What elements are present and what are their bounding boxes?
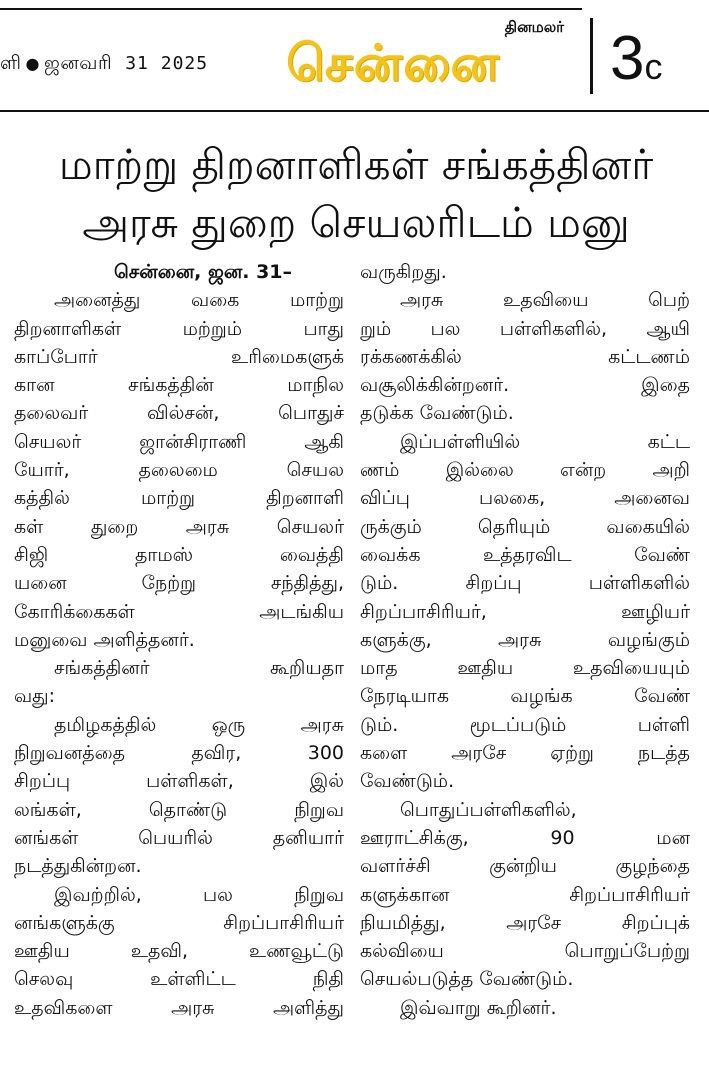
text-line: ரக்கணக்கில் கட்டணம் — [360, 345, 690, 368]
text-line: பொதுப்பள்ளிகளில், — [400, 798, 577, 821]
text-line: தடுக்க வேண்டும். — [360, 402, 514, 425]
text-line: அரசு உதவியை பெற் — [400, 289, 690, 312]
page-number-suffix: c — [644, 46, 663, 87]
text-line: வேண்டும். — [360, 770, 455, 793]
text-line: மாத ஊதிய உதவியையும் — [360, 657, 690, 680]
text-line: வளர்ச்சி குன்றிய குழந்தை — [360, 855, 690, 878]
text-line: றும் பல பள்ளிகளில், ஆயி — [360, 317, 690, 340]
text-line: டும். மூடப்படும் பள்ளி — [360, 713, 690, 736]
headline-line-2: அரசு துறை செயலரிடம் மனு — [82, 198, 630, 247]
masthead-bottom-rule — [0, 110, 709, 112]
text-line: அனைத்து வகை மாற்று — [54, 289, 344, 312]
text-line: னங்களுக்கு சிறப்பாசிரியர் — [14, 911, 344, 934]
article-column-left — [14, 258, 344, 1022]
text-line: செலவு உள்ளிட்ட நிதி — [14, 968, 344, 991]
text-line: இப்பள்ளியில் கட்ட — [400, 430, 690, 453]
article-column-right — [360, 258, 690, 1022]
text-line: களை அரசே ஏற்று நடத்த — [360, 742, 690, 765]
text-line: லங்கள், தொண்டு நிறுவ — [14, 798, 344, 821]
text-line: திறனாளிகள் மற்றும் பாது — [14, 317, 344, 340]
text-line: ருக்கும் தெரியும் வகையில் — [360, 515, 690, 538]
text-line: தலைவர் வில்சன், பொதுச் — [14, 402, 344, 425]
page-number-digit: 3 — [610, 24, 645, 93]
text-line: சிஜி தாமஸ் வைத்தி — [14, 543, 344, 566]
dateline-day: ளி — [0, 52, 22, 74]
text-line: சங்கத்தினர் கூறியதா — [54, 657, 344, 680]
brand-logo-small: தினமலர் — [504, 18, 564, 36]
text-line: னங்கள் பெயரில் தனியார் — [14, 826, 344, 849]
text-line: தமிழகத்தில் ஒரு அரசு — [54, 713, 344, 736]
dateline-date: 31 2025 — [125, 53, 209, 74]
text-line: நடத்துகின்றன. — [14, 855, 142, 878]
text-line: நேரடியாக வழங்க வேண் — [360, 685, 690, 708]
text-line: களுக்கு, அரசு வழங்கும் — [360, 628, 690, 651]
text-line: காப்போர் உரிமைகளுக் — [14, 345, 344, 368]
text-line: வருகிறது. — [360, 261, 447, 283]
text-line: நிறுவனத்தை தவிர, 300 — [14, 742, 344, 765]
text-line: சிறப்பாசிரியர், ஊழியர் — [360, 600, 690, 623]
text-line: யனை நேற்று சந்தித்து, — [14, 572, 344, 595]
text-line: நியமித்து, அரசே சிறப்புக் — [360, 911, 690, 934]
article-headline — [16, 136, 696, 252]
text-line: கான சங்கத்தின் மாநில — [14, 374, 344, 397]
text-line: கள் துறை அரசு செயலர் — [14, 515, 344, 538]
text-line: உதவிகளை அரசு அளித்து — [14, 996, 344, 1019]
edition-name: சென்னை — [286, 34, 500, 92]
text-line: செயலர் ஜான்சிராணி ஆகி — [14, 430, 344, 453]
text-line: ஊராட்சிக்கு, 90 மன — [360, 826, 690, 849]
article-byline: சென்னை, ஜன. 31– — [114, 261, 293, 283]
text-line: இவ்வாறு கூறினர். — [400, 996, 557, 1019]
text-line: இவற்றில், பல நிறுவ — [54, 883, 344, 906]
dateline-month: ஜனவரி — [43, 52, 113, 74]
text-line: வது: — [14, 685, 56, 708]
dateline — [0, 52, 208, 77]
text-line: வசூலிக்கின்றனர். இதை — [360, 374, 690, 397]
masthead-divider — [590, 18, 593, 94]
text-line: டும். சிறப்பு பள்ளிகளில் — [360, 572, 690, 595]
text-line: ணம் இல்லை என்ற அறி — [360, 459, 690, 482]
page-number — [610, 24, 662, 94]
masthead-top-rule — [0, 8, 582, 10]
text-line: கத்தில் மாற்று திறனாளி — [14, 487, 344, 510]
text-line: விப்பு பலகை, அனைவ — [360, 487, 690, 510]
headline-line-1: மாற்று திறனாளிகள் சங்கத்தினர் — [58, 140, 654, 189]
bullet-dot-icon: ● — [25, 54, 40, 73]
text-line: யோர், தலைமை செயல — [14, 459, 344, 482]
text-line: மனுவை அளித்தனர். — [14, 628, 195, 651]
text-line: களுக்கான சிறப்பாசிரியர் — [360, 883, 690, 906]
text-line: செயல்படுத்த வேண்டும். — [360, 968, 574, 991]
text-line: ஊதிய உதவி, உணவூட்டு — [14, 940, 344, 963]
text-line: சிறப்பு பள்ளிகள், இல் — [14, 770, 344, 793]
text-line: கோரிக்கைகள் அடங்கிய — [14, 600, 344, 623]
text-line: கல்வியை பொறுப்பேற்று — [360, 940, 690, 963]
text-line: வைக்க உத்தரவிட வேண் — [360, 543, 690, 566]
